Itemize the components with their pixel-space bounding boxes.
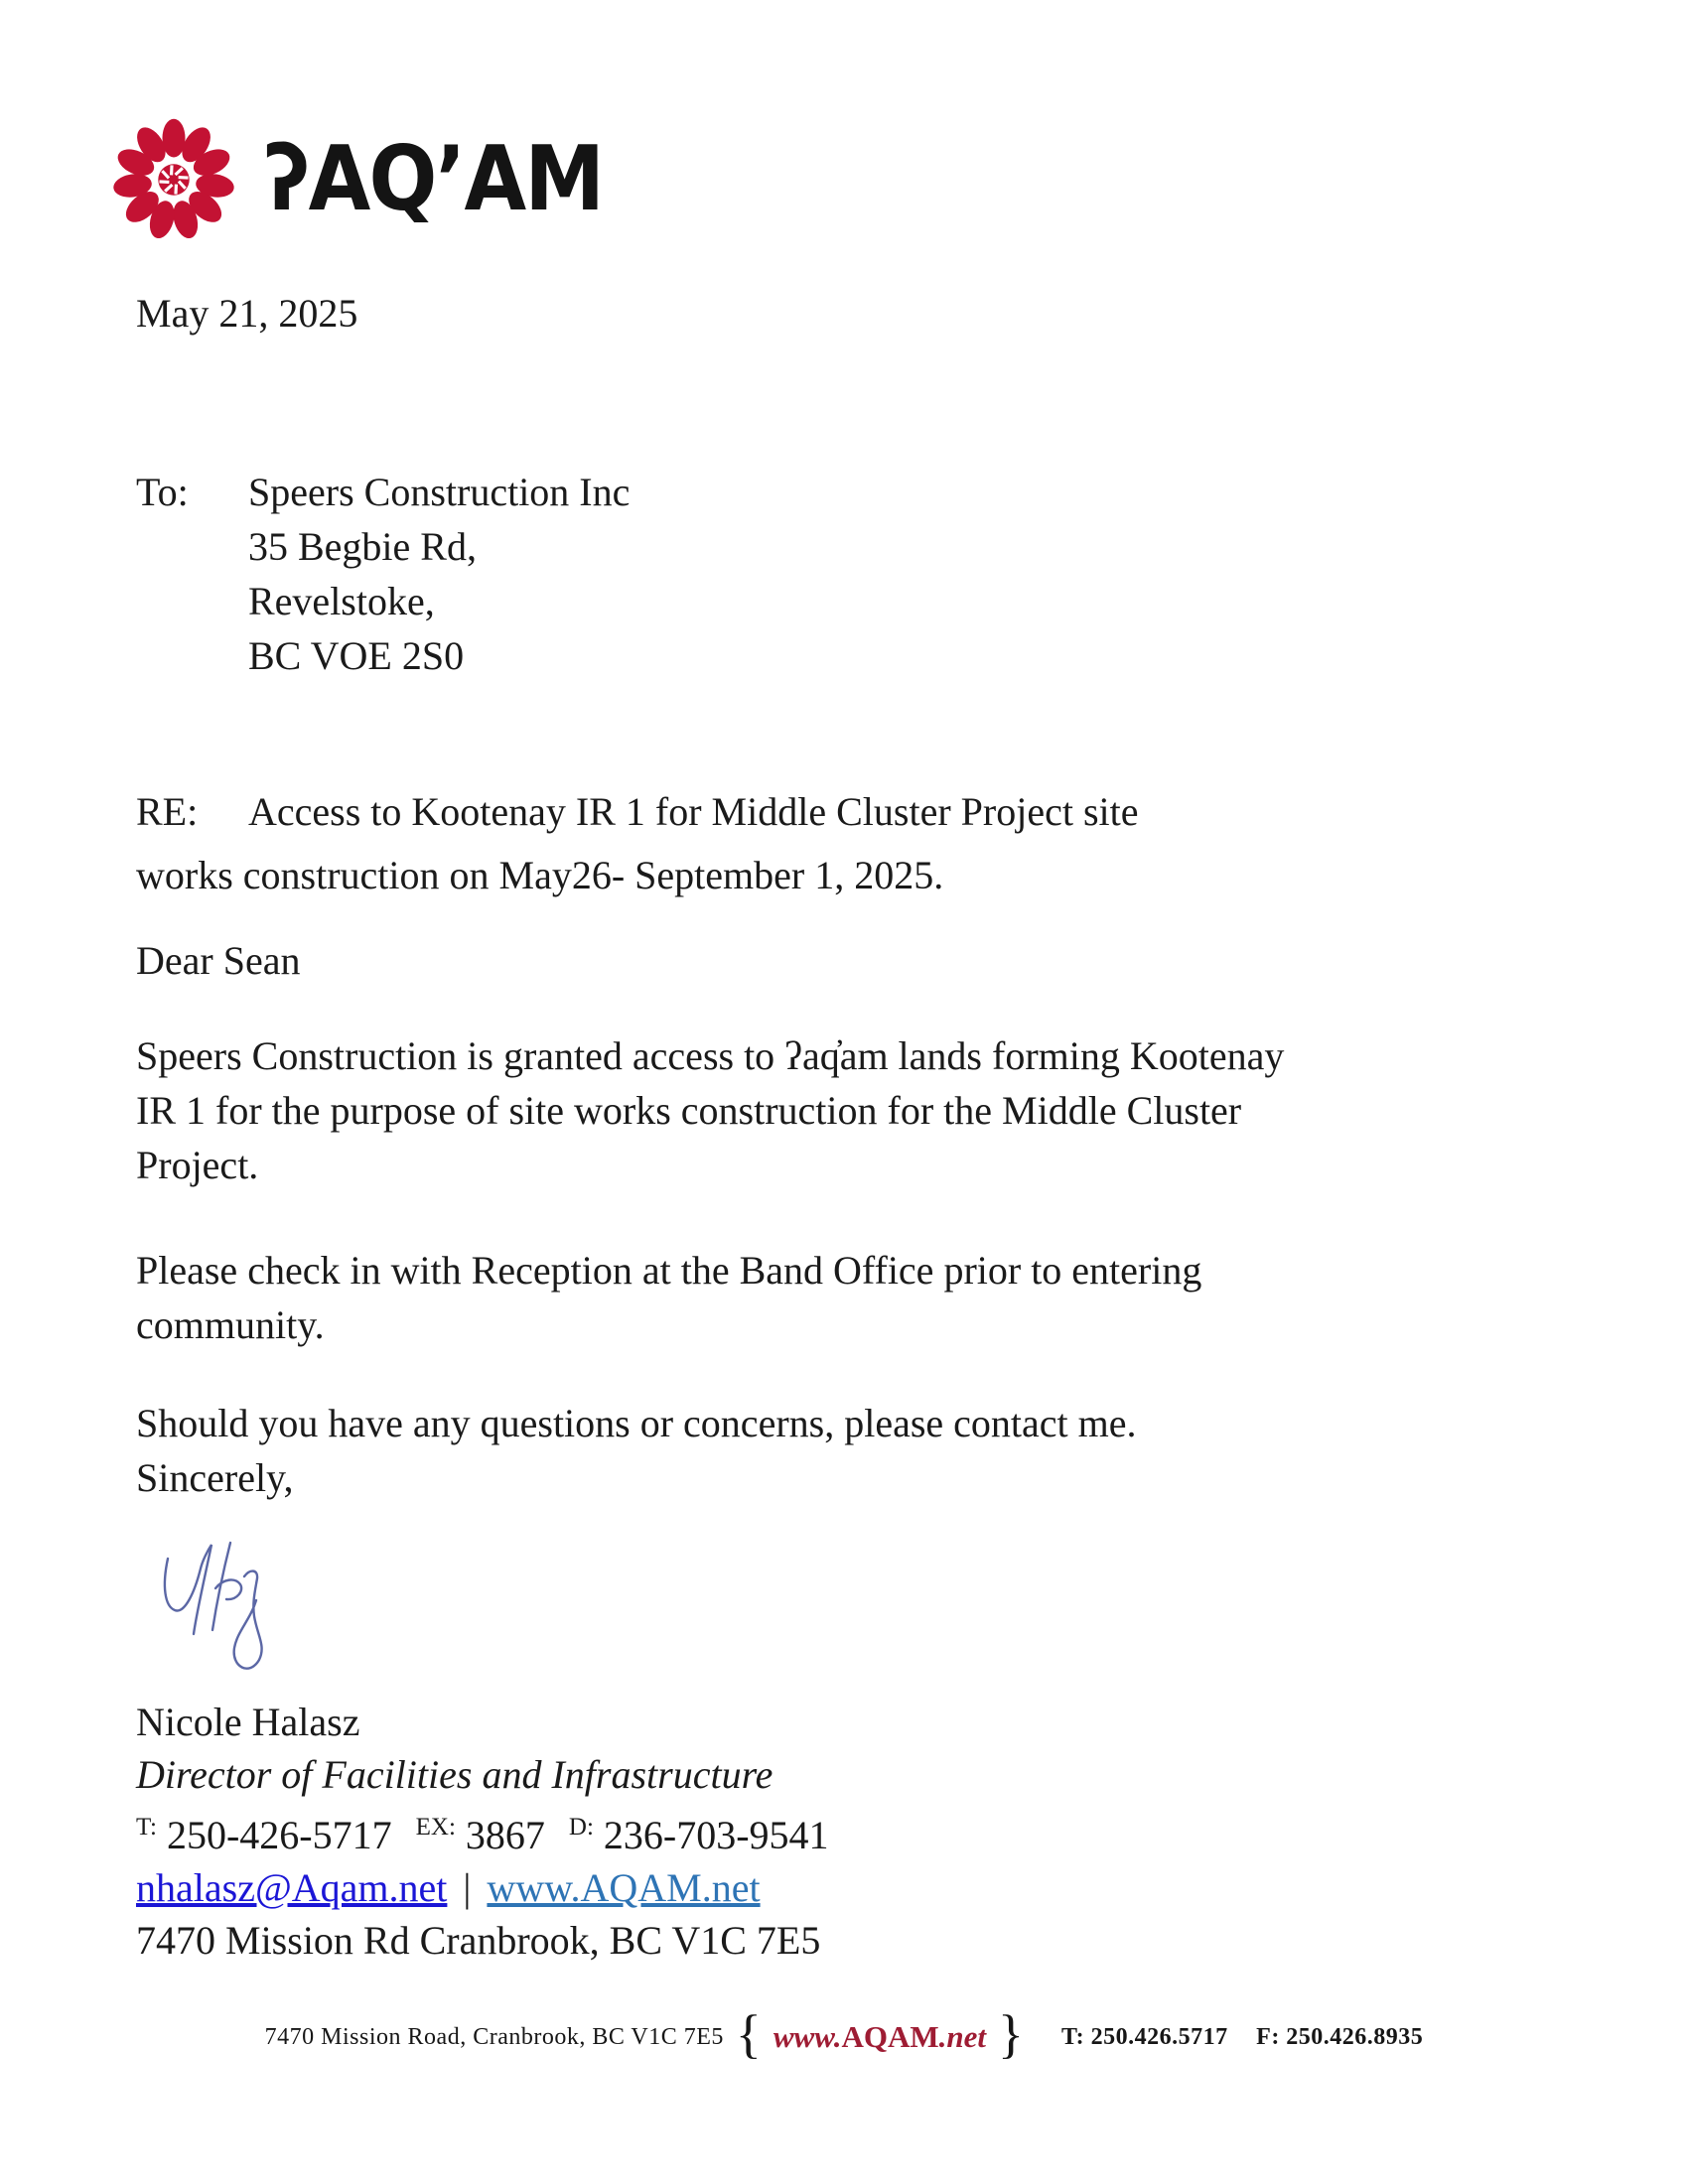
recipient-postal: BC VOE 2S0 <box>248 633 465 678</box>
phone-t-number: 250-426-5717 <box>166 1813 392 1858</box>
re-label: RE: <box>136 789 199 834</box>
phone-d-number: 236-703-9541 <box>603 1813 829 1858</box>
signer-name: Nicole Halasz <box>136 1700 360 1744</box>
body-paragraph-3 <box>136 1396 1137 1505</box>
brand-wordmark: ʔAQ’AM <box>264 127 604 231</box>
body-paragraph-1 <box>136 1028 1284 1192</box>
close-brace: } <box>998 2004 1024 2064</box>
footer-site-domain: AQAM <box>841 2019 939 2054</box>
footer-site-tld: .net <box>938 2019 987 2054</box>
signer-address: 7470 Mission Rd Cranbrook, BC V1C 7E5 <box>136 1918 821 1964</box>
letter-date: May 21, 2025 <box>136 291 358 336</box>
recipient-block <box>136 465 630 683</box>
paragraph-line: Please check in with Reception at the Band Office prior to entering <box>136 1248 1202 1293</box>
signer-phone-line <box>136 1801 843 1861</box>
recipient-city: Revelstoke, <box>248 579 435 623</box>
phone-ex-number: 3867 <box>465 1813 545 1858</box>
salutation: Dear Sean <box>136 938 301 983</box>
footer-phone: T: 250.426.5717 <box>1060 2023 1228 2050</box>
phone-d-label: D: <box>568 1814 594 1841</box>
footer-site-www: www. <box>773 2019 842 2054</box>
recipient-street: 35 Begbie Rd, <box>248 524 477 569</box>
signature-icon <box>135 1529 284 1696</box>
link-separator: | <box>463 1865 472 1911</box>
subject-line-2: works construction on May26- September 1, 2025. <box>136 853 944 897</box>
footer-address: 7470 Mission Road, Cranbrook, BC V1C 7E5 <box>264 2023 724 2050</box>
paragraph-line: community. <box>136 1302 325 1347</box>
paragraph-line: IR 1 for the purpose of site works construction for the Middle Cluster <box>136 1088 1242 1133</box>
signer-block <box>136 1696 843 1967</box>
footer-website <box>774 2019 986 2055</box>
closing-line: Sincerely, <box>136 1455 294 1500</box>
phone-t-label: T: <box>136 1814 157 1841</box>
phone-ex-label: EX: <box>415 1814 456 1841</box>
paragraph-line: Should you have any questions or concerns, please contact me. <box>136 1401 1137 1445</box>
email-link[interactable]: nhalasz@Aqam.net <box>136 1865 448 1911</box>
paragraph-line: Speers Construction is granted access to ʔaq̓am lands forming Kootenay <box>136 1033 1285 1078</box>
signer-title: Director of Facilities and Infrastructure <box>136 1752 774 1797</box>
subject-block <box>136 780 1138 907</box>
website-link[interactable]: www.AQAM.net <box>487 1865 761 1911</box>
paragraph-line: Project. <box>136 1143 259 1187</box>
recipient-name: Speers Construction Inc <box>248 470 631 514</box>
page-footer <box>0 2004 1688 2064</box>
body-paragraph-2 <box>136 1243 1201 1352</box>
flower-icon <box>107 113 240 246</box>
open-brace: { <box>735 2004 762 2064</box>
signer-links-line <box>136 1861 843 1914</box>
handwritten-signature <box>135 1529 284 1696</box>
recipient-lines <box>248 465 630 683</box>
subject-line-1: Access to Kootenay IR 1 for Middle Cluster Project site <box>248 789 1139 834</box>
to-label: To: <box>136 470 189 514</box>
footer-fax: F: 250.426.8935 <box>1256 2023 1424 2050</box>
footer-phones <box>1061 2024 1423 2051</box>
aqam-logo <box>107 113 640 246</box>
